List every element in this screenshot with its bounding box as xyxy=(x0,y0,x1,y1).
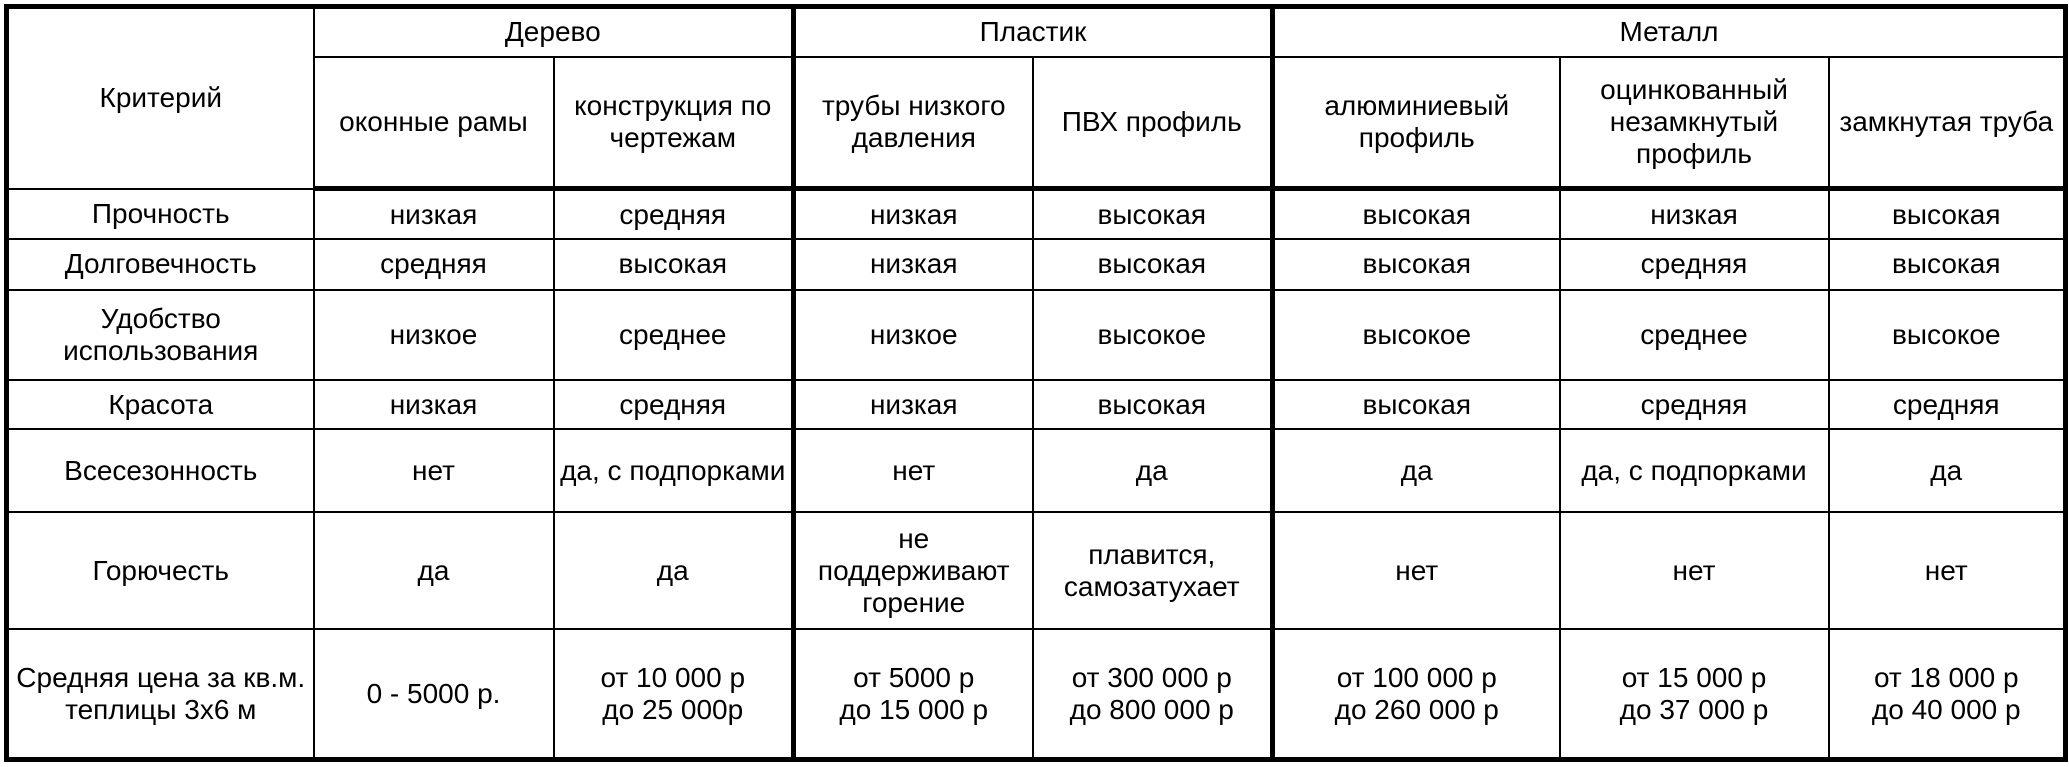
table-cell: низкая xyxy=(314,380,554,428)
table-cell: да xyxy=(314,512,554,629)
row-label-usability: Удобство использования xyxy=(7,290,314,381)
table-cell: да, с подпорками xyxy=(554,429,794,513)
table-row xyxy=(7,629,2066,759)
table-cell: низкое xyxy=(794,290,1033,381)
table-cell: 0 - 5000 р. xyxy=(314,629,554,759)
table-cell: высокая xyxy=(1033,239,1273,289)
table-cell: средняя xyxy=(314,239,554,289)
sub-galvanized-open-profile: оцинкованный незамкнутый профиль xyxy=(1560,57,1829,189)
table-cell: высокая xyxy=(1273,380,1560,428)
row-label-strength: Прочность xyxy=(7,189,314,239)
group-metal: Металл xyxy=(1273,7,2066,57)
row-label-flammability: Горючесть xyxy=(7,512,314,629)
row-label-beauty: Красота xyxy=(7,380,314,428)
table-cell: нет xyxy=(1273,512,1560,629)
table-cell: средняя xyxy=(1560,239,1829,289)
table-cell: средняя xyxy=(1829,380,2066,428)
table-cell: высокая xyxy=(1033,189,1273,239)
table-cell: высокая xyxy=(1273,189,1560,239)
table-cell: средняя xyxy=(1560,380,1829,428)
sub-low-pressure-pipes: трубы низкого давления xyxy=(794,57,1033,189)
criterion-header: Критерий xyxy=(7,7,314,189)
table-cell: низкая xyxy=(794,189,1033,239)
sub-pvc-profile: ПВХ профиль xyxy=(1033,57,1273,189)
table-cell: высокая xyxy=(1829,239,2066,289)
table-cell: нет xyxy=(794,429,1033,513)
table-row xyxy=(7,429,2066,513)
table-cell: низкая xyxy=(314,189,554,239)
table-row xyxy=(7,512,2066,629)
table-cell: да xyxy=(1829,429,2066,513)
table-cell: да xyxy=(1033,429,1273,513)
table-cell: да xyxy=(554,512,794,629)
table-cell: среднее xyxy=(554,290,794,381)
table-cell: высокая xyxy=(1273,239,1560,289)
table-cell: среднее xyxy=(1560,290,1829,381)
table-cell: нет xyxy=(314,429,554,513)
sub-closed-pipe: замкнутая труба xyxy=(1829,57,2066,189)
table-cell: высокое xyxy=(1829,290,2066,381)
group-header-row xyxy=(7,7,2066,57)
table-cell: от 300 000 р до 800 000 р xyxy=(1033,629,1273,759)
table-cell: плавится, самозатухает xyxy=(1033,512,1273,629)
table-cell: не поддерживают горение xyxy=(794,512,1033,629)
table-cell: высокая xyxy=(1829,189,2066,239)
table-row xyxy=(7,380,2066,428)
table-cell: низкое xyxy=(314,290,554,381)
table-cell: высокое xyxy=(1273,290,1560,381)
row-label-all-season: Всесезонность xyxy=(7,429,314,513)
table-cell: низкая xyxy=(794,239,1033,289)
table-cell: да, с подпорками xyxy=(1560,429,1829,513)
sub-aluminum-profile: алюминиевый профиль xyxy=(1273,57,1560,189)
table-cell: да xyxy=(1273,429,1560,513)
row-label-avg-price: Средняя цена за кв.м. теплицы 3х6 м xyxy=(7,629,314,759)
table-cell: высокое xyxy=(1033,290,1273,381)
row-label-durability: Долговечность xyxy=(7,239,314,289)
table-row xyxy=(7,189,2066,239)
table-cell: нет xyxy=(1560,512,1829,629)
comparison-table xyxy=(4,4,2068,762)
table-cell: низкая xyxy=(794,380,1033,428)
sub-window-frames: оконные рамы xyxy=(314,57,554,189)
group-wood: Дерево xyxy=(314,7,794,57)
table-cell: нет xyxy=(1829,512,2066,629)
table-cell: от 100 000 р до 260 000 р xyxy=(1273,629,1560,759)
table-cell: от 18 000 р до 40 000 р xyxy=(1829,629,2066,759)
table-row xyxy=(7,290,2066,381)
table-cell: от 5000 р до 15 000 р xyxy=(794,629,1033,759)
table-cell: от 15 000 р до 37 000 р xyxy=(1560,629,1829,759)
table-cell: от 10 000 р до 25 000р xyxy=(554,629,794,759)
subheader-row xyxy=(7,57,2066,189)
group-plastic: Пластик xyxy=(794,7,1273,57)
table-cell: средняя xyxy=(554,380,794,428)
table-cell: высокая xyxy=(1033,380,1273,428)
table-row xyxy=(7,239,2066,289)
table-cell: высокая xyxy=(554,239,794,289)
table-cell: средняя xyxy=(554,189,794,239)
sub-custom-construction: конструкция по чертежам xyxy=(554,57,794,189)
table-cell: низкая xyxy=(1560,189,1829,239)
